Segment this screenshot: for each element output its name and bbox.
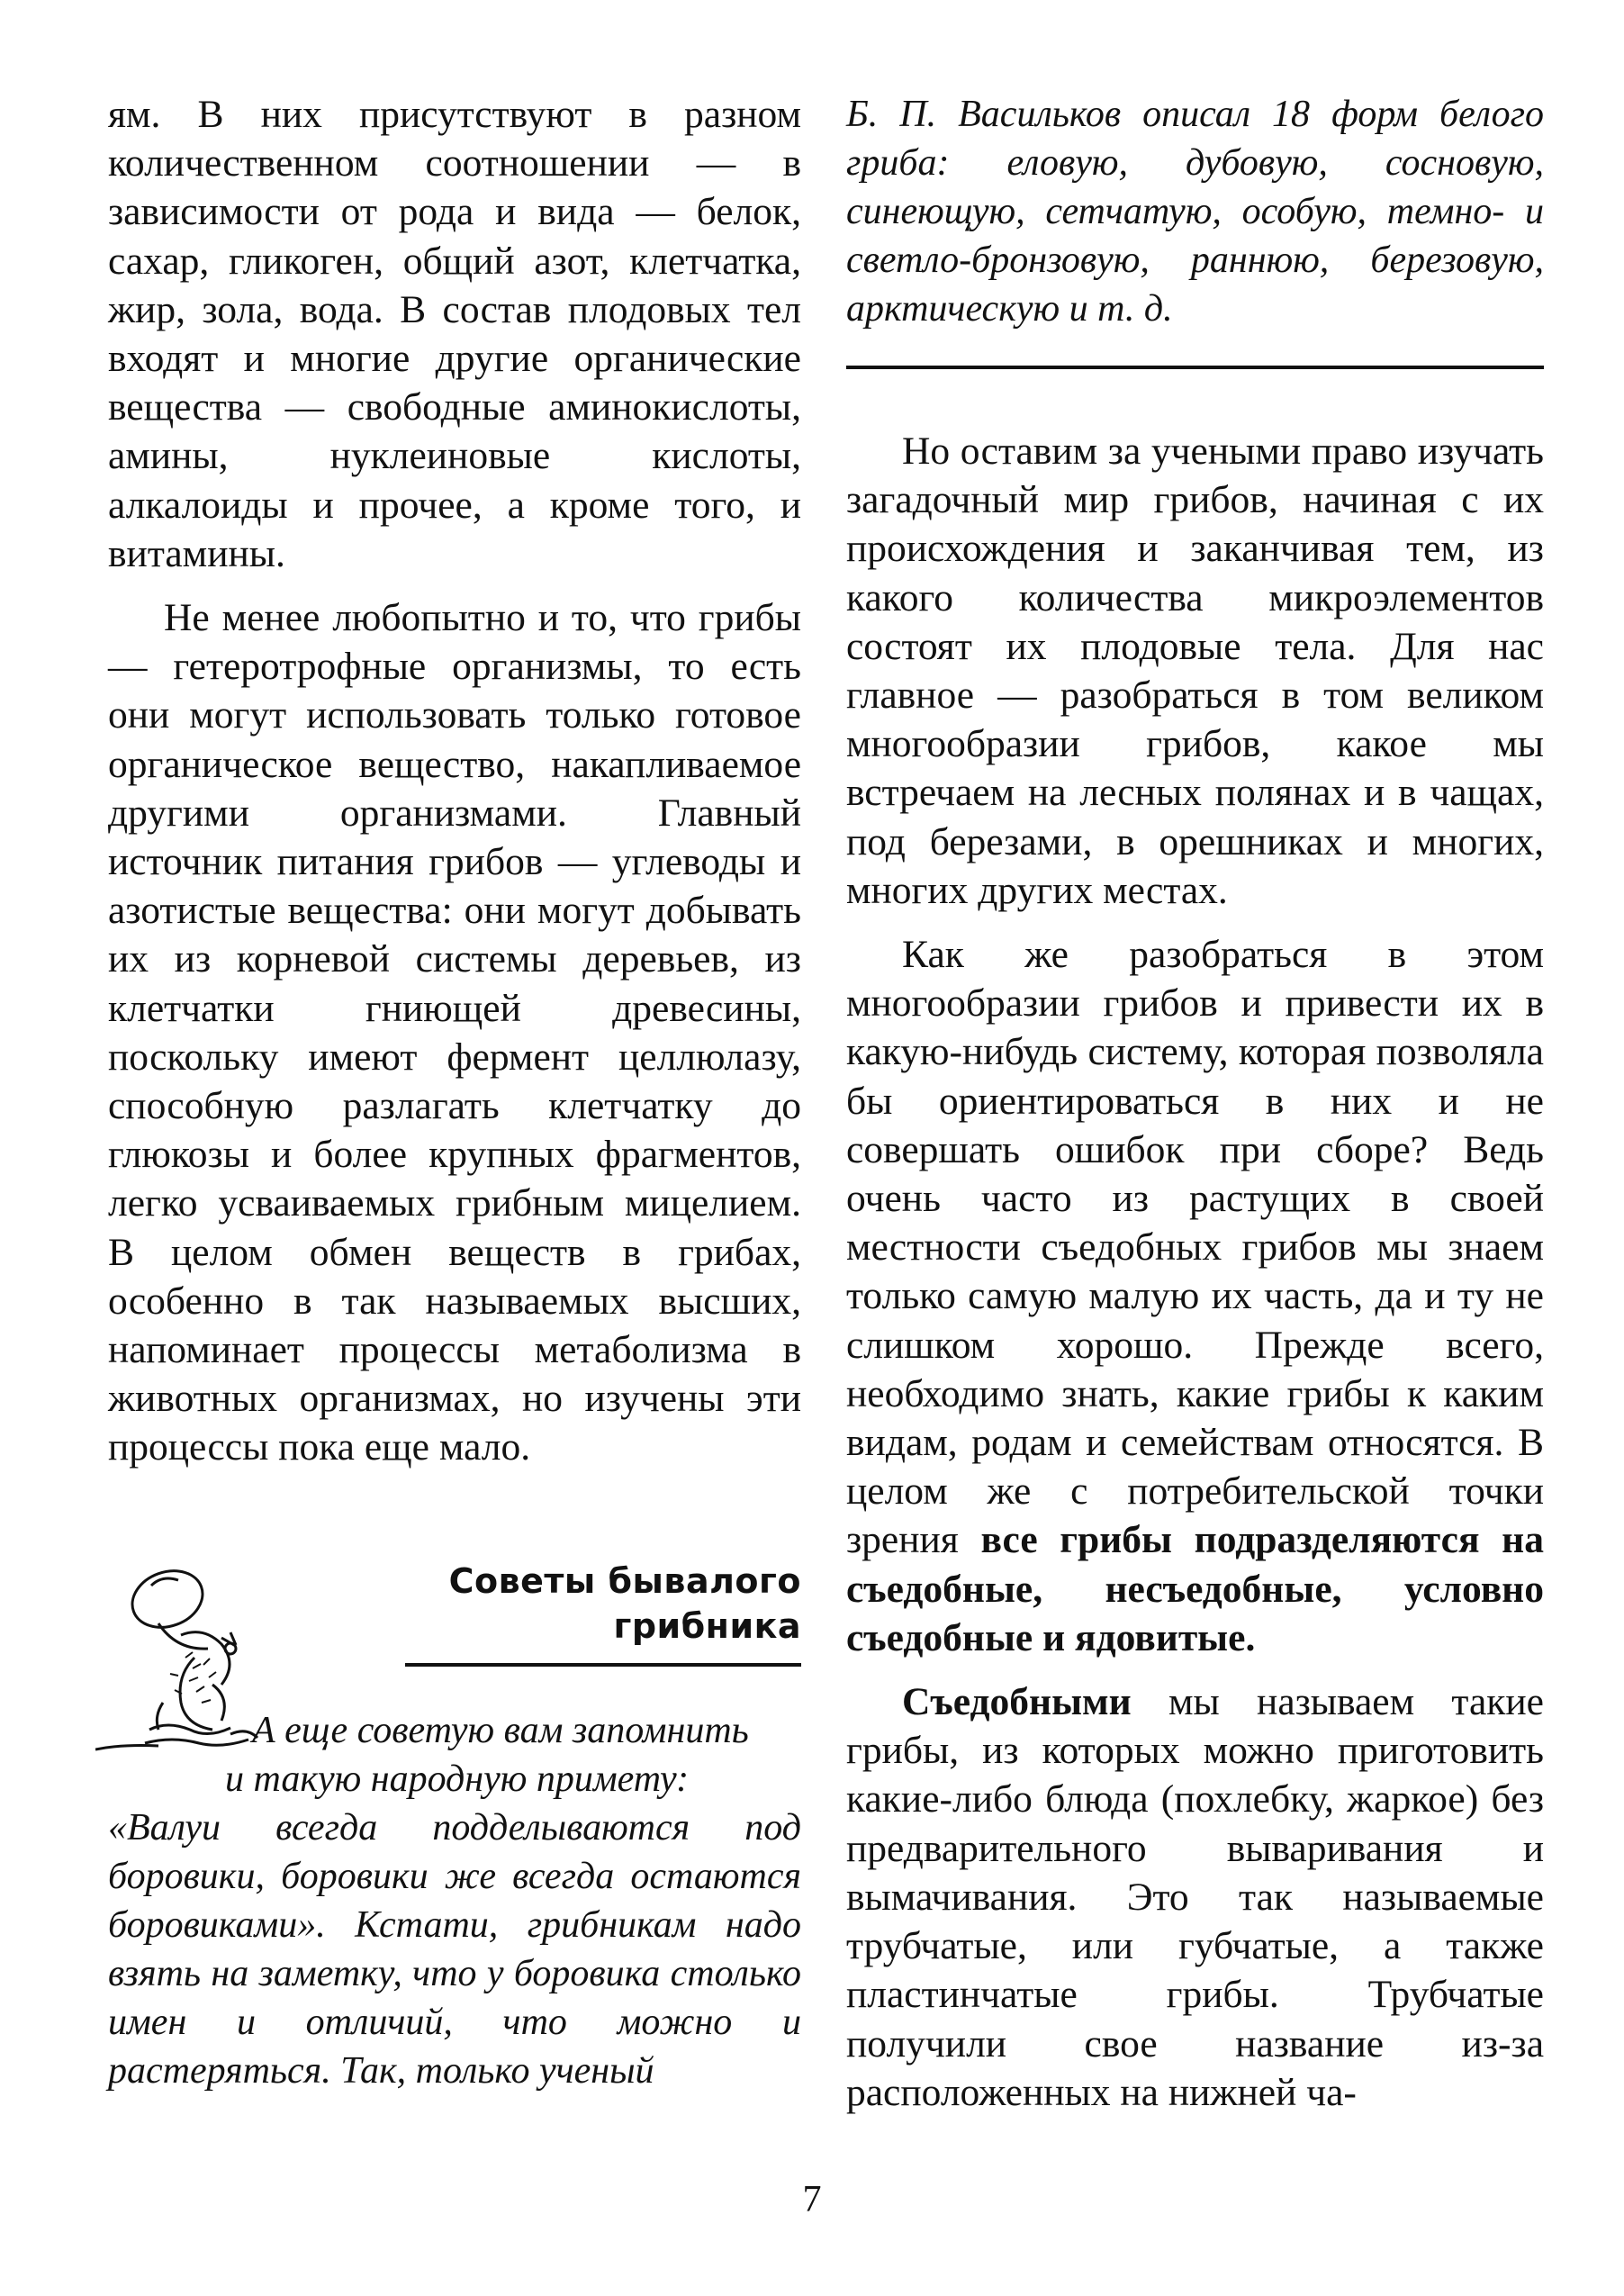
tips-text-line-1: А еще советую вам запомнить bbox=[252, 1709, 749, 1751]
page-number: 7 bbox=[802, 2179, 822, 2220]
right-paragraph-2-start: Как же разобраться в этом многообразии грибов и привести их в какую-нибудь систему, которая позволяла бы ориентироваться в них и не совершать ошибок при сборе? Ведь очень часто из растущих в своей местности съедобных грибов мы знаем только самую малую их часть, да и ту не слишком хорошо. Прежде всего, необходимо знать, какие грибы к каким видам, родам и семействам относятся. В целом же с потребительской точки зрения bbox=[846, 933, 1544, 1562]
right-paragraph-3 bbox=[846, 1677, 1544, 2117]
tips-text-rest: «Валуи всегда подделываются под боровики, боровики же всегда остаются боровиками». Кстати, грибникам надо взять на заметку, что у боровика столько имен и отличий, что можно и растеряться. Так, только ученый bbox=[108, 1806, 801, 2092]
mushroom-picker-icon bbox=[95, 1550, 302, 1766]
right-paragraph-3-bold: Съедобными bbox=[902, 1680, 1132, 1724]
left-paragraph-1: ям. В них присутствуют в разном количественном соотношении — в зависимости от рода и вида — белок, сахар, гликоген, общий азот, клетчатка, жир, зола, вода. В состав плодовых тел входят и многие другие органические вещества — свободные аминокислоты, амины, нуклеиновые кислоты, алкалоиды и прочее, а кроме того, и витамины. bbox=[108, 93, 801, 575]
right-paragraph-3-rest: мы называем такие грибы, из которых можно приготовить какие-либо блюда (похлебку, жаркое) без предварительного вываривания и вымачивания. Это так называемые трубчатые, или губчатые, а также пластинчатые грибы. Трубчатые получили свое название из-за расположенных на нижней ча- bbox=[846, 1680, 1544, 2114]
right-column bbox=[846, 90, 1544, 2117]
left-column bbox=[108, 90, 801, 2095]
sidebar-continuation: Б. П. Васильков описал 18 форм белого гриба: еловую, дубовую, сосновую, синеющую, сетчатую, особую, темно- и светло-бронзовую, раннюю, березовую, арктическую и т. д. bbox=[846, 94, 1544, 330]
right-paragraph-2-bold: все грибы подразделяются на съедобные, несъедобные, условно съедобные и ядовитые. bbox=[846, 1518, 1544, 1659]
tips-title-rule bbox=[405, 1663, 801, 1667]
tips-title bbox=[405, 1559, 801, 1649]
tips-text-line-2: и такую народную примету: bbox=[225, 1758, 690, 1800]
tips-header bbox=[108, 1559, 801, 1685]
tips-title-line-1: Советы бывалого bbox=[448, 1560, 801, 1601]
left-paragraph-2: Не менее любопытно и то, что грибы — гетеротрофные организмы, то есть они могут использовать только готовое органическое вещество, накапливаемое другими организмами. Главный источник питания грибов — углеводы и азотистые вещества: они могут добывать их из корневой системы деревьев, из клетчатки гниющей древесины, поскольку имеют фермент целлюлазу, способную разлагать клетчатку до глюкозы и более крупных фрагментов, легко усваиваемых грибным мицелием. В целом обмен веществ в грибах, особенно в так называемых высших, напоминает процессы метаболизма в животных организмах, но изучены эти процессы пока еще мало. bbox=[108, 596, 801, 1469]
right-paragraph-1: Но оставим за учеными право изучать загадочный мир грибов, начиная с их происхождения и заканчивая тем, из какого количества микроэлементов состоят их плодовые тела. Для нас главное — разобраться в том великом многообразии грибов, какое мы встречаем на лесных полянах и в чащах, под березами, в орешниках и многих, многих других местах. bbox=[846, 429, 1544, 912]
right-paragraph-2 bbox=[846, 930, 1544, 1662]
tips-box bbox=[108, 1559, 801, 2095]
tips-title-line-2: грибника bbox=[613, 1605, 801, 1646]
